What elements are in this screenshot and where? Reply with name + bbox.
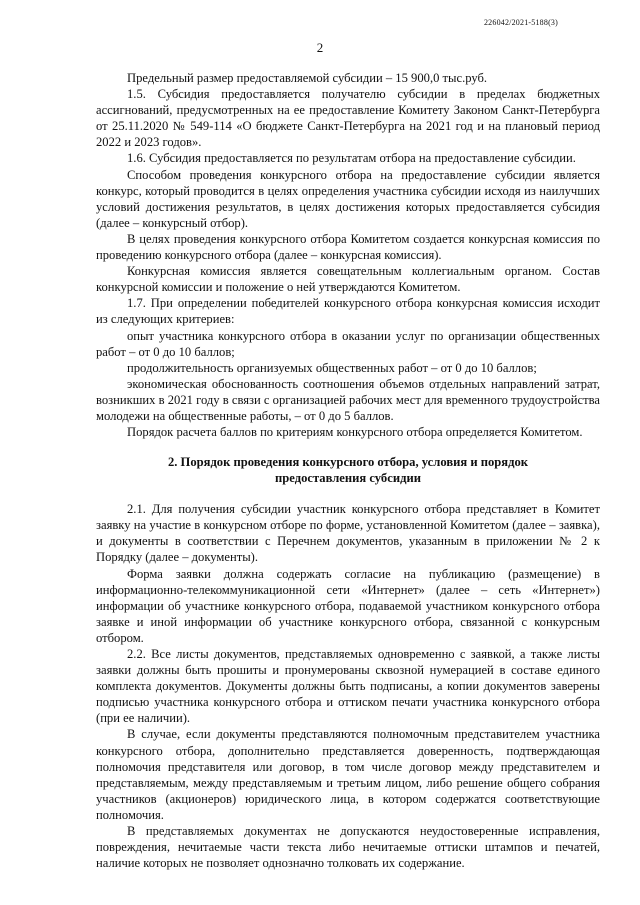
document-id: 226042/2021-5188(3) [483, 18, 558, 27]
paragraph: Форма заявки должна содержать согласие на публикацию (размещение) в информационно-телекоммуникационной сети «Интернет» (далее – сеть «Интернет») информации об участнике конкурсного отбора, подаваемой участником конкурсного отбора заявке и иной информации об участнике конкурсного отбора, связанной с конкурсным отбором. [96, 566, 600, 645]
paragraph: В целях проведения конкурсного отбора Комитетом создается конкурсная комиссия по проведению конкурсного отбора (далее – конкурсная комиссия). [96, 231, 600, 263]
section-heading-line: 2. Порядок проведения конкурсного отбора, условия и порядок [167, 455, 529, 470]
paragraph: В представляемых документах не допускаются неудостоверенные исправления, повреждения, нечитаемые части текста либо нечитаемые оттиски штампов и печатей, наличие которых не позволяет однозначно толковать их содержание. [96, 824, 600, 871]
paragraph: опыт участника конкурсного отбора в оказании услуг по организации общественных работ – от 0 до 10 баллов; [96, 328, 600, 359]
paragraph: 2.1. Для получения субсидии участник конкурсного отбора представляет в Комитет заявку на участие в конкурсном отборе по форме, установленной Комитетом (далее – заявка), и документы в соответствии с Перечнем документов, указанным в приложении № 2 к Порядку (далее – документы). [96, 502, 600, 565]
paragraph: Порядок расчета баллов по критериям конкурсного отбора определяется Комитетом. [127, 425, 583, 440]
paragraph: Конкурсная комиссия является совещательным коллегиальным органом. Состав конкурсной комиссии и положение о ней утверждаются Комитетом. [96, 264, 600, 295]
paragraph: 1.6. Субсидия предоставляется по результатам отбора на предоставление субсидии. [127, 151, 576, 166]
paragraph: Предельный размер предоставляемой субсидии – 15 900,0 тыс.руб. [127, 71, 488, 85]
paragraph: 2.2. Все листы документов, представляемых одновременно с заявкой, а также листы заявки должны быть прошиты и пронумерованы сквозной нумерацией в составе единого комплекта документов. Документы должны быть подписаны, а копии документов заверены подписью участника конкурсного отбора и оттиском печати участника конкурсного отбора (при ее наличии). [96, 647, 600, 726]
paragraph: продолжительность организуемых общественных работ – от 0 до 10 баллов; [127, 360, 537, 375]
paragraph: экономическая обоснованность соотношения объемов отдельных направлений затрат, возникших в 2021 году в связи с организацией рабочих мест для временного трудоустройства молодежи на общественные работы, – от 0 до 5 баллов. [96, 376, 600, 423]
paragraph: 1.5. Субсидия предоставляется получателю субсидии в пределах бюджетных ассигнований, предусмотренных на ее предоставление Комитету Законом Санкт-Петербурга от 25.11.2020 № 549-114 «О бюджете Санкт-Петербурга на 2021 год и на плановый период 2022 и 2023 годов». [96, 87, 600, 150]
paragraph: В случае, если документы представляются полномочным представителем участника конкурсного отбора, дополнительно представляется доверенность, подтверждающая полномочия представителя или договор, в том числе договор между представителем и представляемым, между представляемым и третьим лицом, либо решение общего собрания участников (акционеров) юридического лица, в котором содержатся соответствующие полномочия. [96, 727, 600, 822]
page-number: 2 [316, 40, 324, 55]
section-heading-line: предоставления субсидии [275, 471, 421, 486]
paragraph: Способом проведения конкурсного отбора на предоставление субсидии является конкурс, который проводится в целях определения участника субсидии исходя из наилучших условий достижения результатов, в целях достижения которых предоставляется субсидия (далее – конкурсный отбор). [96, 167, 600, 230]
paragraph: 1.7. При определении победителей конкурсного отбора конкурсная комиссия исходит из следующих критериев: [96, 296, 600, 327]
document-body [96, 70, 600, 871]
section-heading [96, 454, 600, 486]
